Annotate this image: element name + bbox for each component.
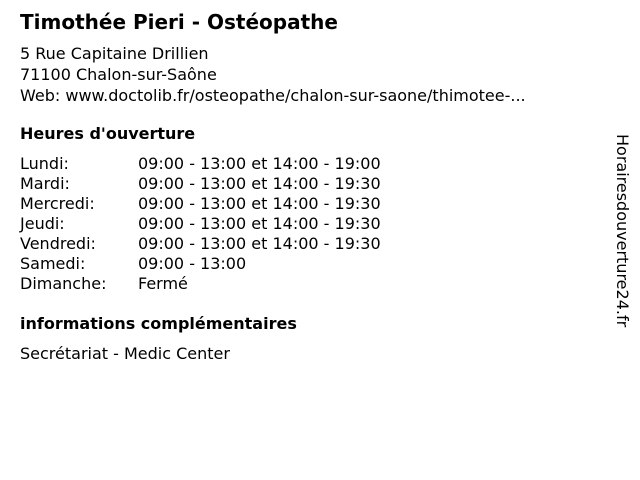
additional-info-text: Secrétariat - Medic Center	[20, 344, 230, 363]
day-label: Lundi:	[20, 154, 69, 173]
day-label: Mercredi:	[20, 194, 95, 213]
website-text: Web: www.doctolib.fr/osteopathe/chalon-sur-saone/thimotee-...	[20, 86, 526, 105]
hours-row-friday	[20, 234, 381, 254]
day-label: Vendredi:	[20, 234, 96, 253]
day-label: Mardi:	[20, 174, 70, 193]
day-label: Dimanche:	[20, 274, 107, 293]
street-address: 5 Rue Capitaine Drillien	[20, 44, 209, 63]
day-hours: 09:00 - 13:00 et 14:00 - 19:30	[138, 174, 381, 193]
address-block	[20, 43, 526, 106]
day-hours: 09:00 - 13:00 et 14:00 - 19:00	[138, 154, 381, 173]
hours-row-tuesday	[20, 174, 381, 194]
site-watermark: Horairesdouverture24.fr	[613, 134, 632, 328]
page-title: Timothée Pieri - Ostéopathe	[20, 10, 338, 34]
day-hours: 09:00 - 13:00 et 14:00 - 19:30	[138, 214, 381, 233]
day-hours: Fermé	[138, 274, 188, 293]
day-hours: 09:00 - 13:00 et 14:00 - 19:30	[138, 194, 381, 213]
hours-row-thursday	[20, 214, 381, 234]
opening-hours-table	[20, 154, 381, 294]
opening-hours-heading: Heures d'ouverture	[20, 124, 196, 143]
day-label: Samedi:	[20, 254, 86, 273]
day-hours: 09:00 - 13:00 et 14:00 - 19:30	[138, 234, 381, 253]
hours-row-wednesday	[20, 194, 381, 214]
day-hours: 09:00 - 13:00	[138, 254, 247, 273]
day-label: Jeudi:	[20, 214, 65, 233]
hours-row-saturday	[20, 254, 381, 274]
additional-info-heading: informations complémentaires	[20, 314, 297, 333]
hours-row-monday	[20, 154, 381, 174]
city-address: 71100 Chalon-sur-Saône	[20, 65, 217, 84]
hours-row-sunday	[20, 274, 381, 294]
